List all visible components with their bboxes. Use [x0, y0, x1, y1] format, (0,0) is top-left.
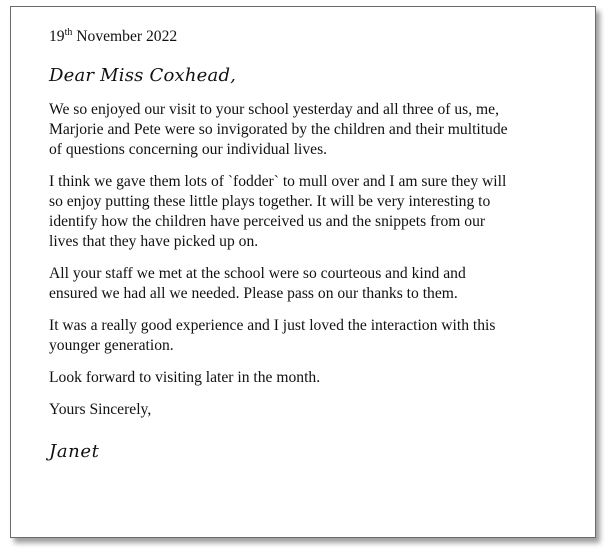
signature: Janet: [49, 441, 100, 462]
date-suffix: th: [64, 26, 73, 38]
letter-page: [10, 6, 596, 538]
date-month-year: November 2022: [72, 28, 178, 45]
paragraph-experience: It was a really good experience and I just loved the interaction with this younger generation.: [49, 317, 496, 354]
letter-date: [49, 27, 589, 47]
date-day: 19: [49, 28, 65, 45]
letter-body: [49, 27, 589, 464]
closing: Yours Sincerely,: [49, 401, 152, 418]
paragraph-staff: All your staff we met at the school were so courteous and kind and ensured we had all we needed. Please pass on our thanks to them.: [49, 265, 466, 302]
paragraph-plays: I think we gave them lots of `fodder` to mull over and I am sure they will so enjoy putting these little plays together. It will be very interesting to identify how the children have perceived us and the snippets from our lives that they have picked up on.: [49, 173, 507, 250]
paragraph-next-visit: Look forward to visiting later in the month.: [49, 369, 321, 386]
paragraph-visit: We so enjoyed our visit to your school yesterday and all three of us, me, Marjorie and Pete were so invigorated by the children and their multitude of questions concerning our individual lives.: [49, 101, 508, 158]
salutation: Dear Miss Coxhead,: [49, 65, 237, 86]
